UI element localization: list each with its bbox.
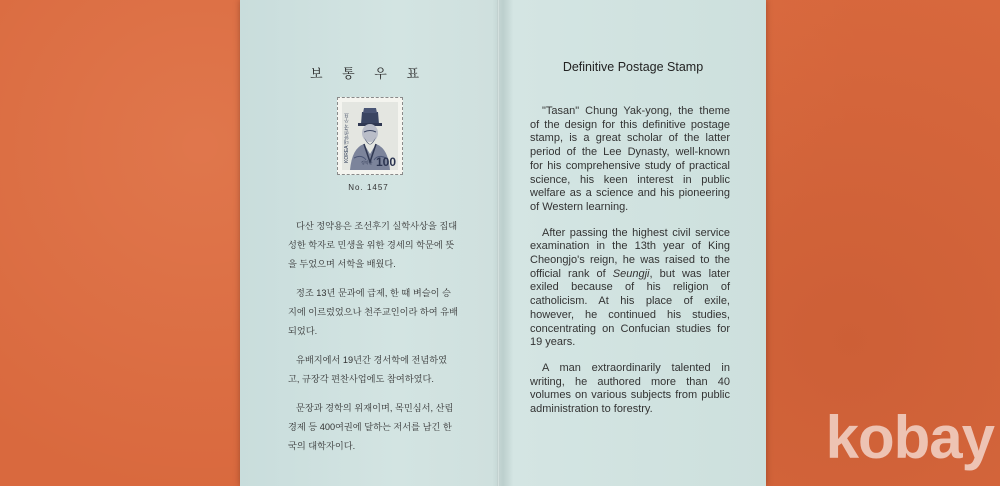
korean-paragraph: 유배지에서 19년간 경서학에 전념하였고, 규장각 편찬사업에도 참여하였다. — [288, 355, 448, 384]
english-title: Definitive Postage Stamp — [562, 60, 704, 74]
stamp-portrait — [342, 102, 398, 170]
stamp-number: No. 1457 — [348, 183, 389, 192]
left-page-korean — [240, 0, 497, 486]
right-page-english — [500, 0, 766, 486]
english-description — [530, 105, 730, 429]
kobay-watermark: kobay — [825, 404, 994, 471]
english-italic-term: Seungji — [612, 267, 650, 280]
korean-paragraph: 다산 정약용은 조선후기 실학사상을 집대성한 학자로 민생을 위한 경세의 학문에 뜻을 두었으며 서학을 배웠다. — [288, 221, 458, 269]
english-paragraph: "Tasan" Chung Yak-yong, the theme of the design for this definitive postage stamp, is a great scholar of the latter period of the Lee Dynasty, well-known for his comprehensive study of practical science, his keen interest in public welfare as a science and his pioneering of Western learning. — [530, 105, 730, 213]
korean-paragraph: 정조 13년 문과에 급제, 한 때 벼슬이 승지에 이르렀었으나 천주교인이라 하여 유배되었다. — [288, 288, 458, 336]
korean-paragraph: 문장과 경학의 위재이며, 목민심서, 산림경제 등 400여권에 달하는 저서를 남긴 한국의 대학자이다. — [288, 403, 454, 451]
korean-title: 보 통 우 표 — [309, 66, 428, 81]
postage-stamp — [337, 97, 403, 175]
english-text: After passing the highest civil service examination in the 13th year of King Cheongjo's reign, he was raised to the official rank of — [530, 226, 730, 280]
stamp-subject-name: 정약용 — [361, 160, 373, 165]
english-paragraph: A man extraordinarily talented in writing, he authored more than 40 volumes on various subjects from public administration to forestry. — [530, 361, 730, 416]
english-text: , but was later exiled because of his religion of catholicism. At his place of exile, however, he continued his studies, concentrating on Confucian studies for 19 years. — [530, 267, 730, 349]
stamp-folder — [240, 0, 766, 486]
stamp-face-value: 100 — [375, 155, 396, 169]
korean-description — [288, 217, 458, 466]
stamp-country-label: KOREA 대한민국 우표 — [344, 113, 350, 164]
english-paragraph — [530, 227, 730, 350]
